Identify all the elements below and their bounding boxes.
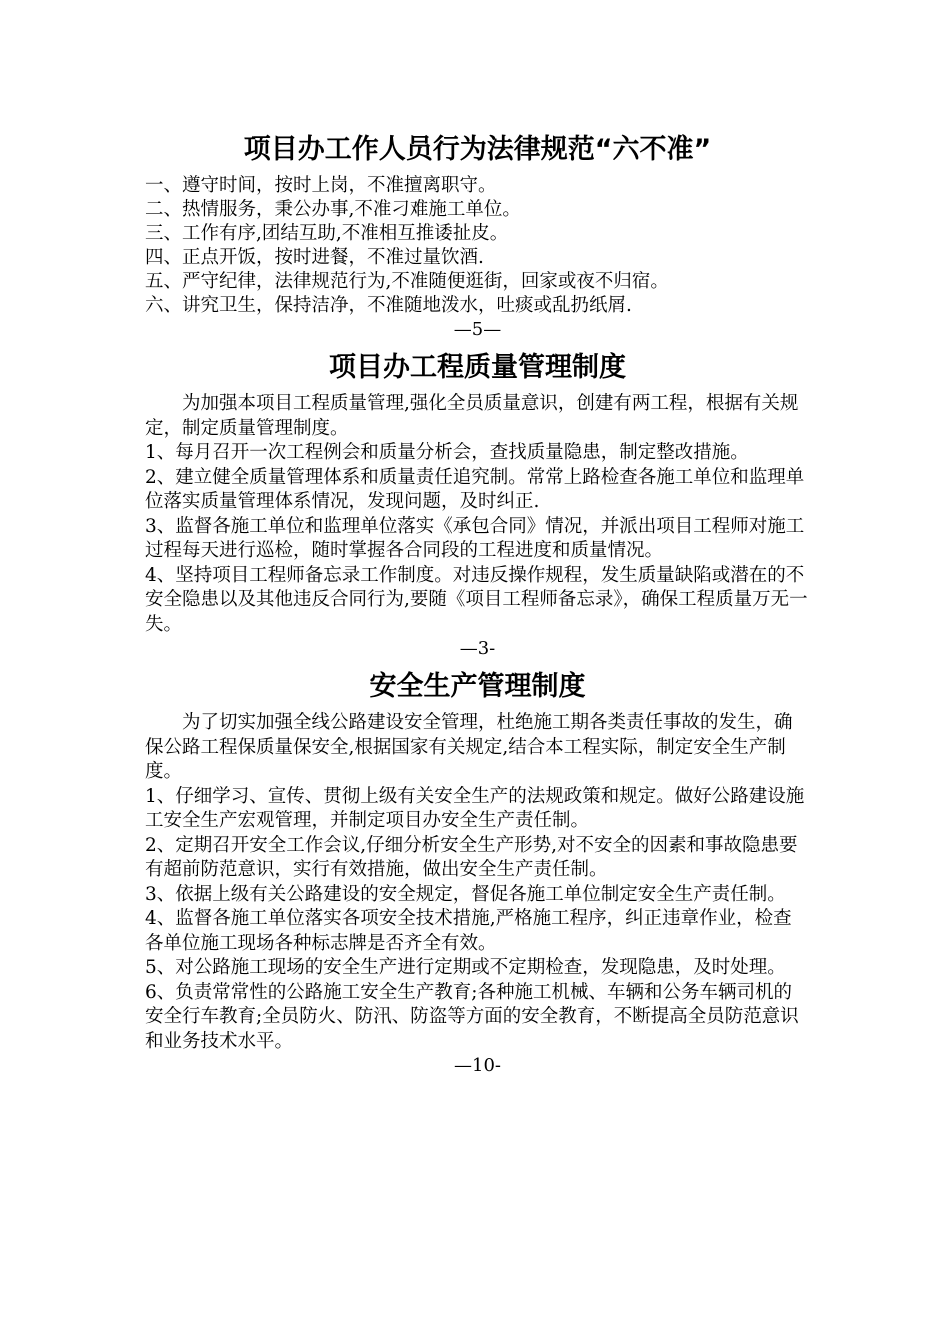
section3-item: 6、负责常常性的公路施工安全生产教育;各种施工机械、车辆和公务车辆司机的安全行车教育;全员防火、防汛、防盗等方面的安全教育，不断提高全员防范意识和业务技术水平。 — [145, 981, 799, 1052]
section2-intro: 为加强本项目工程质量管理,强化全员质量意识，创建有两工程，根据有关规定，制定质量管理制度。 — [145, 393, 799, 439]
page-number: —10- — [454, 1055, 501, 1076]
section2-item: 4、坚持项目工程师备忘录工作制度。对违反操作规程，发生质量缺陷或潜在的不安全隐患以及其他违反合同行为,要随《项目工程师备忘录》，确保工程质量万无一失。 — [145, 564, 808, 635]
section1-item: 六、讲究卫生，保持洁净，不准随地泼水，吐痰或乱扔纸屑. — [145, 295, 632, 316]
section3-title: 安全生产管理制度 — [369, 671, 586, 702]
section3-item: 4、监督各施工单位落实各项安全技术措施,严格施工程序，纠正违章作业，检查各单位施工现场各种标志牌是否齐全有效。 — [145, 908, 792, 954]
page-number: —3- — [459, 638, 496, 659]
section1-list — [145, 174, 810, 318]
section1-item: 四、正点开饭，按时进餐，不准过量饮酒. — [145, 247, 484, 268]
section2-item: 3、监督各施工单位和监理单位落实《承包合同》情况，并派出项目工程师对施工过程每天进行巡检，随时掌握各合同段的工程进度和质量情况。 — [145, 515, 805, 561]
section2-item: 2、建立健全质量管理体系和质量责任追究制。常常上路检查各施工单位和监理单位落实质量管理体系情况，发现问题，及时纠正. — [145, 466, 805, 512]
section1-item: 五、严守纪律，法律规范行为,不准随便逛街，回家或夜不归宿。 — [145, 271, 669, 292]
section3-item: 1、仔细学习、宣传、贯彻上级有关安全生产的法规政策和规定。做好公路建设施工安全生产宏观管理，并制定项目办安全生产责任制。 — [145, 785, 805, 831]
section3-item: 2、定期召开安全工作会议,仔细分析安全生产形势,对不安全的因素和事故隐患要有超前防范意识，实行有效措施，做出安全生产责任制。 — [145, 834, 798, 880]
section1-item: 二、热情服务，秉公办事,不准刁难施工单位。 — [145, 199, 521, 220]
section3-item: 5、对公路施工现场的安全生产进行定期或不定期检查，发现隐患，及时处理。 — [145, 957, 786, 978]
section1-title: 项目办工作人员行为法律规范“六不准” — [243, 134, 712, 165]
document-page — [145, 128, 810, 1078]
section3-item: 3、依据上级有关公路建设的安全规定，督促各施工单位制定安全生产责任制。 — [145, 883, 786, 905]
section3-intro: 为了切实加强全线公路建设安全管理，杜绝施工期各类责任事故的发生，确保公路工程保质量保安全,根据国家有关规定,结合本工程实际，制定安全生产制度。 — [145, 712, 793, 782]
section1-item: 三、工作有序,团结互助,不准相互推诿扯皮。 — [145, 223, 509, 244]
section2-title: 项目办工程质量管理制度 — [329, 352, 626, 383]
page-number: —5— — [453, 319, 502, 340]
section2-item: 1、每月召开一次工程例会和质量分析会，查找质量隐患，制定整改措施。 — [145, 442, 749, 463]
section1-item: 一、遵守时间，按时上岗，不准擅离职守。 — [145, 175, 497, 196]
